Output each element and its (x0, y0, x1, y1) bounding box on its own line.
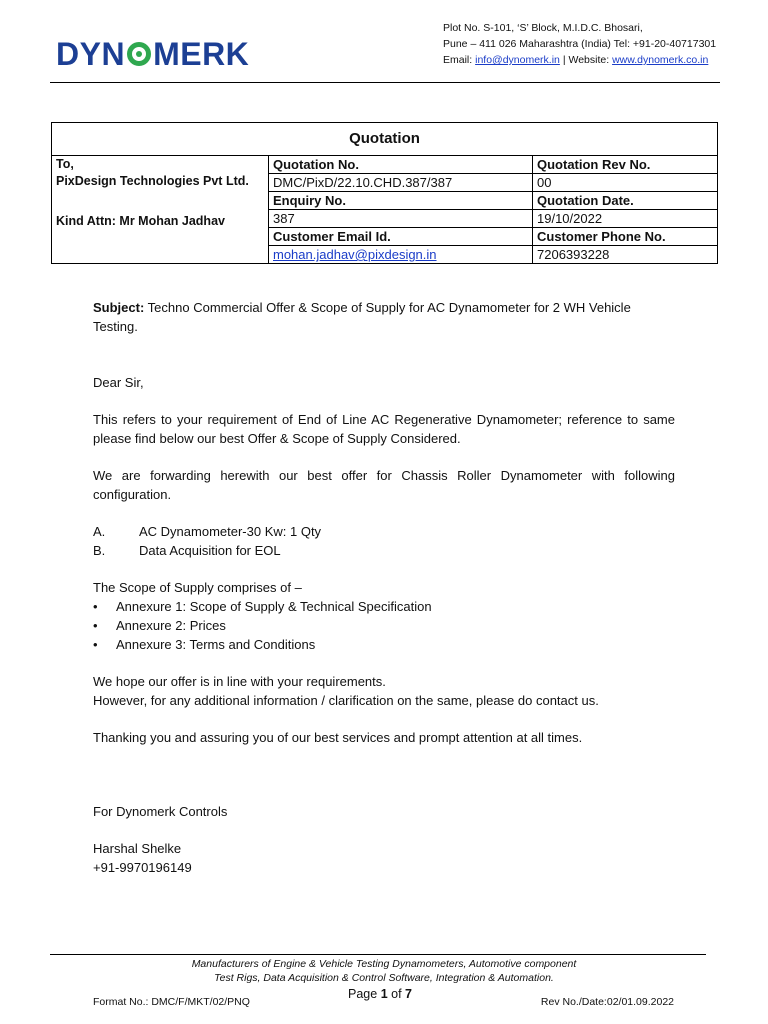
footer-divider (50, 954, 706, 955)
customer-email-cell (269, 246, 533, 264)
signatory-phone: +91-9970196149 (93, 860, 192, 875)
logo-o-mark-icon (127, 42, 151, 66)
customer-email-link[interactable]: mohan.jadhav@pixdesign.in (273, 247, 437, 262)
annexure-text: Annexure 1: Scope of Supply & Technical Specification (116, 599, 432, 614)
subject-label: Subject: (93, 300, 145, 315)
thanks-line: Thanking you and assuring you of our best services and prompt attention at all times. (93, 730, 583, 745)
quotation-no-value: DMC/PixD/22.10.CHD.387/387 (269, 174, 533, 192)
config-item (93, 541, 675, 560)
quotation-rev-value: 00 (533, 174, 718, 192)
address-line-1: Plot No. S-101, ‘S’ Block, M.I.D.C. Bhosari, (443, 22, 643, 34)
quotation-date-label: Quotation Date. (533, 192, 718, 210)
annexure-item (93, 597, 675, 616)
customer-phone-value: 7206393228 (533, 246, 718, 264)
separator: | (562, 54, 566, 66)
annexure-text: Annexure 2: Prices (116, 618, 226, 633)
paragraph-offer: We are forwarding herewith our best offer for Chassis Roller Dynamometer with following configuration. (93, 468, 675, 502)
quotation-date-value: 19/10/2022 (533, 210, 718, 228)
quotation-no-label: Quotation No. (269, 156, 533, 174)
customer-phone-label: Customer Phone No. (533, 228, 718, 246)
annexure-item (93, 616, 675, 635)
quotation-rev-label: Quotation Rev No. (533, 156, 718, 174)
company-logo (56, 34, 249, 74)
scope-intro: The Scope of Supply comprises of – (93, 580, 302, 595)
enquiry-no-label: Enquiry No. (269, 192, 533, 210)
to-label: To, (56, 157, 74, 171)
page-total: 7 (405, 987, 412, 1001)
footer-tagline (140, 957, 628, 985)
subject-text: Techno Commercial Offer & Scope of Supply for AC Dynamometer for 2 WH Vehicle Testing. (93, 300, 631, 334)
signatory-name: Harshal Shelke (93, 841, 182, 856)
footer-tagline-line-1: Manufacturers of Engine & Vehicle Testing Dynamometers, Automotive component (191, 958, 577, 970)
page-number (330, 987, 430, 1001)
config-item-letter: B. (93, 543, 106, 558)
quotation-title: Quotation (52, 123, 718, 156)
bullet-icon: • (93, 599, 98, 614)
config-item (93, 522, 675, 541)
company-address (443, 20, 716, 68)
bullet-icon: • (93, 618, 98, 633)
customer-email-label: Customer Email Id. (269, 228, 533, 246)
footer-tagline-line-2: Test Rigs, Data Acquisition & Control Software, Integration & Automation. (214, 972, 554, 984)
logo-text-part1: DYN (56, 36, 126, 72)
page-current: 1 (380, 987, 388, 1001)
email-label: Email: (443, 54, 473, 66)
page-label: Page (348, 987, 378, 1001)
config-item-text: AC Dynamometer-30 Kw: 1 Qty (139, 524, 322, 539)
address-line-2: Pune – 411 026 Maharashtra (India) Tel: +91-20-40717301 (443, 38, 717, 50)
address-line-3 (443, 52, 716, 68)
page-of: of (391, 987, 402, 1001)
website-link[interactable]: www.dynomerk.co.in (612, 54, 709, 66)
subject-line (93, 298, 675, 336)
recipient-cell (52, 156, 269, 264)
salutation: Dear Sir, (93, 375, 144, 390)
quotation-table (51, 122, 718, 264)
email-link[interactable]: info@dynomerk.in (475, 54, 560, 66)
hope-line-1: We hope our offer is in line with your requirements. (93, 674, 386, 689)
hope-line-2: However, for any additional information / clarification on the same, please do contact us. (93, 693, 599, 708)
format-number: Format No.: DMC/F/MKT/02/PNQ (93, 996, 250, 1008)
kind-attn: Kind Attn: Mr Mohan Jadhav (56, 214, 225, 228)
annexure-text: Annexure 3: Terms and Conditions (116, 637, 316, 652)
annexure-item (93, 635, 675, 654)
logo-text-part2: MERK (153, 36, 250, 72)
letter-body (93, 298, 675, 877)
closing-line: For Dynomerk Controls (93, 804, 228, 819)
bullet-icon: • (93, 637, 98, 652)
revision-number: Rev No./Date:02/01.09.2022 (540, 996, 674, 1008)
website-label: Website: (568, 54, 610, 66)
config-item-text: Data Acquisition for EOL (139, 543, 281, 558)
recipient-company: PixDesign Technologies Pvt Ltd. (56, 174, 249, 188)
config-item-letter: A. (93, 524, 106, 539)
paragraph-requirement: This refers to your requirement of End of Line AC Regenerative Dynamometer; reference to same please find below our best Offer & Scope of Supply Considered. (93, 412, 675, 446)
header-divider (50, 82, 720, 83)
enquiry-no-value: 387 (269, 210, 533, 228)
